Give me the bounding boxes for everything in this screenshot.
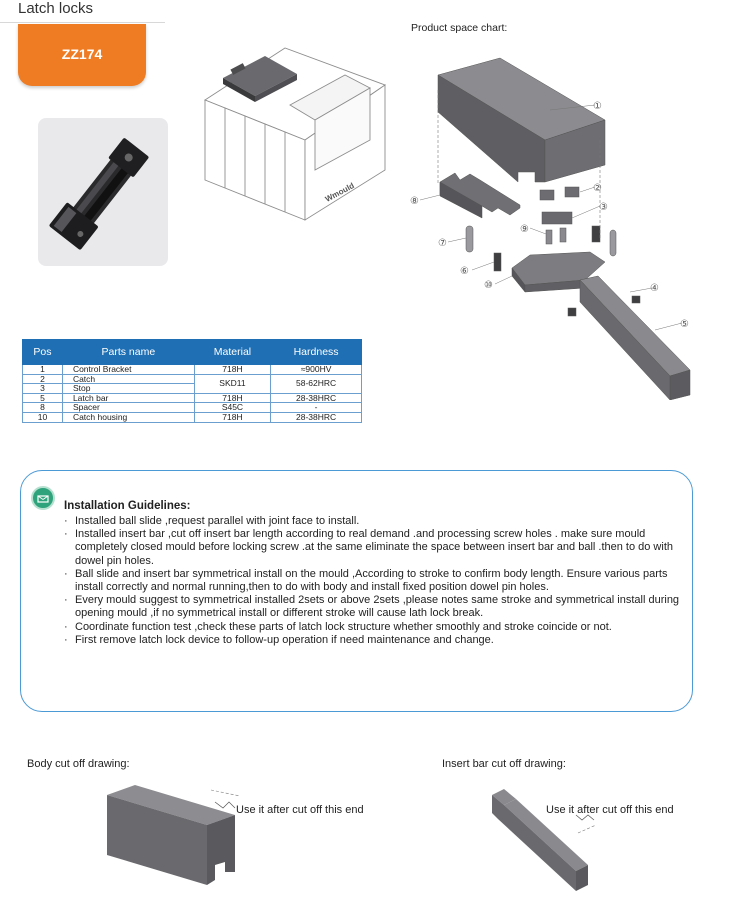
product-photo xyxy=(38,118,168,266)
callout-1: ① xyxy=(593,101,602,112)
cell-pos: 1 xyxy=(23,365,63,375)
table-row xyxy=(23,365,362,375)
col-hardness: Hardness xyxy=(271,340,362,365)
cell-material: 718H xyxy=(194,393,270,403)
brand-logo: Wmould xyxy=(323,181,356,204)
guideline-text: Coordinate function test ,check these parts of latch lock structure whether smoothly and stroke coincide or not. xyxy=(75,620,612,633)
cell-material: S45C xyxy=(194,403,270,413)
exploded-view xyxy=(400,40,730,400)
cell-hardness: 28-38HRC xyxy=(271,412,362,422)
header-divider xyxy=(0,22,165,23)
list-item: · Ball slide and insert bar symmetrical install on the mould ,According to stroke to confirm body length. Ensure various parts install correctly and normal running,then to do with body and install fixed position dowel pin holes. xyxy=(64,567,668,594)
col-material: Material xyxy=(194,340,270,365)
callout-9: ⑨ xyxy=(520,224,529,235)
guideline-text: Installed ball slide ,request parallel with joint face to install. xyxy=(75,515,360,527)
cell-hardness: 28-38HRC xyxy=(271,393,362,403)
cell-material: 718H xyxy=(194,365,270,375)
cell-name: Catch xyxy=(62,374,194,384)
cell-pos: 3 xyxy=(23,384,63,394)
insert-cut-note: Use it after cut off this end xyxy=(546,804,674,816)
guidelines-title: Installation Guidelines: xyxy=(64,500,191,512)
cell-name: Catch housing xyxy=(62,412,194,422)
cell-pos: 5 xyxy=(23,393,63,403)
parts-table xyxy=(22,339,362,423)
chart-title: Product space chart: xyxy=(411,22,508,34)
col-pos: Pos xyxy=(23,340,63,365)
cell-pos: 2 xyxy=(23,374,63,384)
insert-cut-title: Insert bar cut off drawing: xyxy=(442,758,566,770)
guideline-text: Installed insert bar ,cut off insert bar length according to real demand .and processing screw holes . make sure mould completely closed mould before locking screw .at the same eliminate the space between insert bar and ball .then to do with dowel pin holes. xyxy=(75,528,673,567)
list-item: · First remove latch lock device to follow-up operation if need maintenance and change. xyxy=(64,633,494,646)
body-cut-drawing xyxy=(105,780,245,890)
callout-4: ④ xyxy=(650,283,659,294)
insert-cut-drawing xyxy=(488,785,598,895)
cell-hardness: 58-62HRC xyxy=(271,374,362,393)
callout-10: ⑩ xyxy=(484,280,493,291)
callout-3: ③ xyxy=(599,202,608,213)
body-cut-title: Body cut off drawing: xyxy=(27,758,130,770)
cell-name: Spacer xyxy=(62,403,194,413)
cell-hardness: - xyxy=(271,403,362,413)
mould-drawing xyxy=(195,30,395,230)
list-item: · Every mould suggest to symmetrical installed 2sets or above 2sets ,please notes same stroke and symmetrical install during opening mould ,if no symmetrical install or different stroke will cause lath lock break. xyxy=(64,594,680,620)
list-item: · Installed ball slide ,request parallel with joint face to install. xyxy=(64,515,360,527)
callout-2: ② xyxy=(593,183,602,194)
cell-name: Latch bar xyxy=(62,393,194,403)
table-header-row xyxy=(23,340,362,365)
list-item: · Installed insert bar ,cut off insert bar length according to real demand .and processing screw holes . make sure mould completely closed mould before locking screw .at the same eliminate the space between insert bar and ball .then to do with dowel pin holes. xyxy=(64,528,673,567)
cell-material: 718H xyxy=(194,412,270,422)
body-cut-note: Use it after cut off this end xyxy=(236,804,364,816)
guideline-text: Ball slide and insert bar symmetrical install on the mould ,According to stroke to confirm body length. Ensure various parts install correctly and normal running,then to do with body and install fixed position dowel pin holes. xyxy=(75,567,668,594)
page-title: Latch locks xyxy=(18,0,94,17)
cell-hardness: ≈900HV xyxy=(271,365,362,375)
guidelines-list xyxy=(64,515,684,647)
guidelines-badge-icon xyxy=(31,486,55,510)
list-item: · Coordinate function test ,check these parts of latch lock structure whether smoothly and stroke coincide or not. xyxy=(64,620,612,633)
col-parts-name: Parts name xyxy=(62,340,194,365)
callout-7: ⑦ xyxy=(438,238,447,249)
callout-6: ⑥ xyxy=(460,266,469,277)
guideline-text: Every mould suggest to symmetrical installed 2sets or above 2sets ,please notes same stroke and symmetrical install during opening mould ,if no symmetrical install or different stroke will cause lath lock break. xyxy=(75,594,680,620)
table-row xyxy=(23,412,362,422)
callout-5: ⑤ xyxy=(680,319,689,330)
cell-name: Stop xyxy=(62,384,194,394)
cell-pos: 8 xyxy=(23,403,63,413)
model-code: ZZ174 xyxy=(61,46,103,62)
guideline-text: First remove latch lock device to follow-up operation if need maintenance and change. xyxy=(75,633,494,646)
model-tab xyxy=(18,24,146,86)
cell-name: Control Bracket xyxy=(62,365,194,375)
callout-8: ⑧ xyxy=(410,196,419,207)
cell-pos: 10 xyxy=(23,412,63,422)
cell-material: SKD11 xyxy=(194,374,270,393)
